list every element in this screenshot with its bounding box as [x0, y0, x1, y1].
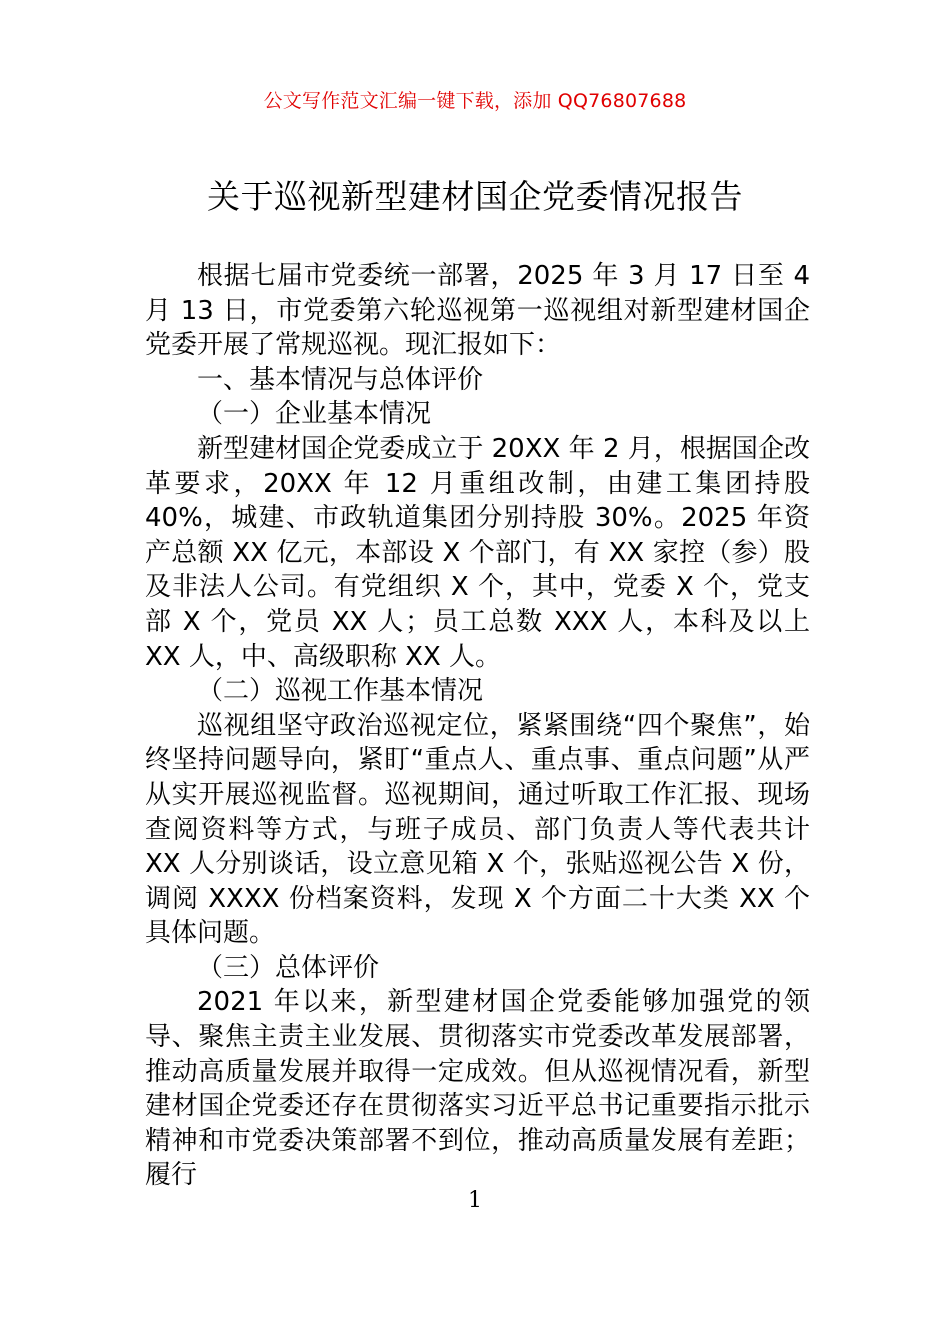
paragraph-intro: 根据七届市党委统一部署，2025 年 3 月 17 日至 4 月 13 日，市党委第六轮巡视第一巡视组对新型建材国企党委开展了常规巡视。现汇报如下：: [145, 261, 810, 361]
section-heading-1: 一、基本情况与总体评价: [197, 364, 484, 395]
page-number: 1: [468, 1188, 482, 1213]
subsection-heading-1: （一）企业基本情况: [197, 399, 432, 430]
subsection-heading-3: （三）总体评价: [197, 952, 380, 983]
paragraph-company-info: 新型建材国企党委成立于 20XX 年 2 月，根据国企改革要求，20XX 年 12 月重组改制，由建工集团持股 40%，城建、市政轨道集团分别持股 30%。2025 年资产总额 XX 亿元，本部设 X 个部门，有 XX 家控（参）股及非法人公司。有党组织 X 个，其中，党委 X 个，党支部 X 个，党员 XX 人；员工总数 XXX 人，本科及以上 XX 人，中、高级职称 XX 人。: [145, 433, 810, 672]
paragraph-overall-evaluation: 2021 年以来，新型建材国企党委能够加强党的领导、聚焦主责主业发展、贯彻落实市党委改革发展部署，推动高质量发展并取得一定成效。但从巡视情况看，新型建材国企党委还存在贯彻落实习近平总书记重要指示批示精神和市党委决策部署不到位，推动高质量发展有差距；履行: [145, 987, 810, 1191]
header-note: 公文写作范文汇编一键下载，添加 QQ76807688: [263, 90, 687, 112]
document-title: 关于巡视新型建材国企党委情况报告: [207, 177, 743, 216]
subsection-heading-2: （二）巡视工作基本情况: [197, 676, 484, 707]
document-body: [145, 259, 810, 1193]
paragraph-inspection-work: 巡视组坚守政治巡视定位，紧紧围绕“四个聚焦”，始终坚持问题导向，紧盯“重点人、重点事、重点问题”从严从实开展巡视监督。巡视期间，通过听取工作汇报、现场查阅资料等方式，与班子成员、部门负责人等代表共计 XX 人分别谈话，设立意见箱 X 个，张贴巡视公告 X 份，调阅 XXXX 份档案资料，发现 X 个方面二十大类 XX 个具体问题。: [145, 710, 810, 949]
